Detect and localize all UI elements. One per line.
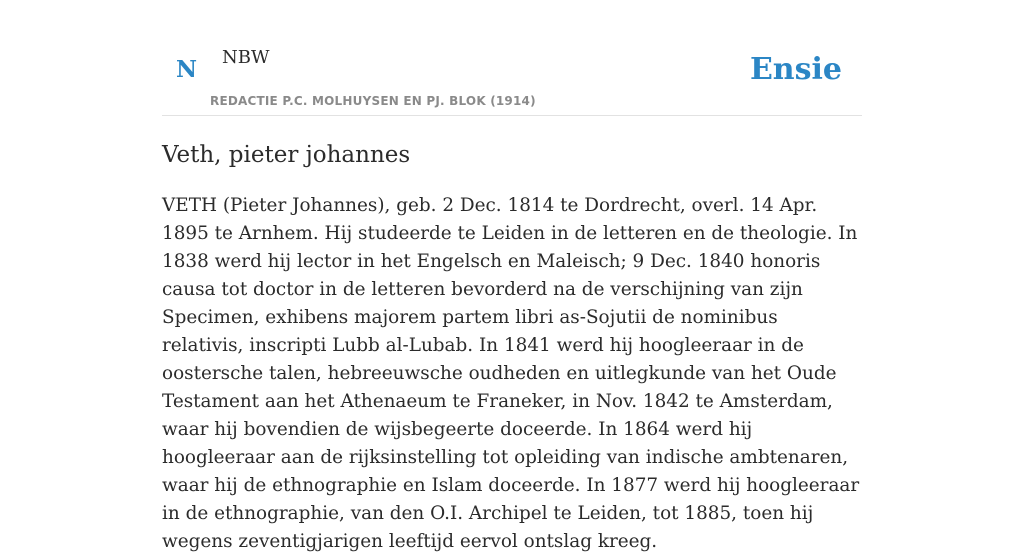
source-logo[interactable]: N xyxy=(176,56,198,83)
ensie-logo[interactable]: Ensie xyxy=(749,52,842,87)
article-body: VETH (Pieter Johannes), geb. 2 Dec. 1814 te Dordrecht, overl. 14 Apr. 1895 te Arnhem. Hij studeerde te Leiden in de letteren en de theologie. In 1838 werd hij lector in het Engelsch en Maleisch; 9 Dec. 1840 honoris causa tot doctor in de letteren bevorderd na de verschijning van zijn Specimen, exhibens majorem partem libri as-Sojutii de nominibus relativis, inscripti Lubb al-Lubab. In 1841 werd hij hoogleeraar in de oostersche talen, hebreeuwsche oudheden en uitlegkunde van het Oude Testament aan het Athenaeum te Franeker, in Nov. 1842 te Amsterdam, waar hij bovendien de wijsbegeerte doceerde. In 1864 werd hij hoogleeraar aan de rijksinstelling tot opleiding van indische ambtenaren, waar hij de ethnographie en Islam doceerde. In 1877 werd hij hoogleeraar in de ethnographie, van den O.I. Archipel te Leiden, tot 1885, toen hij wegens zeventigjarigen leeftijd eervol ontslag kreeg. xyxy=(162,195,860,552)
source-editors: REDACTIE P.C. MOLHUYSEN EN PJ. BLOK (1914) xyxy=(210,94,536,108)
source-name-link[interactable]: NBW xyxy=(222,47,270,68)
article-title: Veth, pieter johannes xyxy=(162,142,411,168)
article-page xyxy=(162,0,862,552)
source-header xyxy=(162,0,862,116)
